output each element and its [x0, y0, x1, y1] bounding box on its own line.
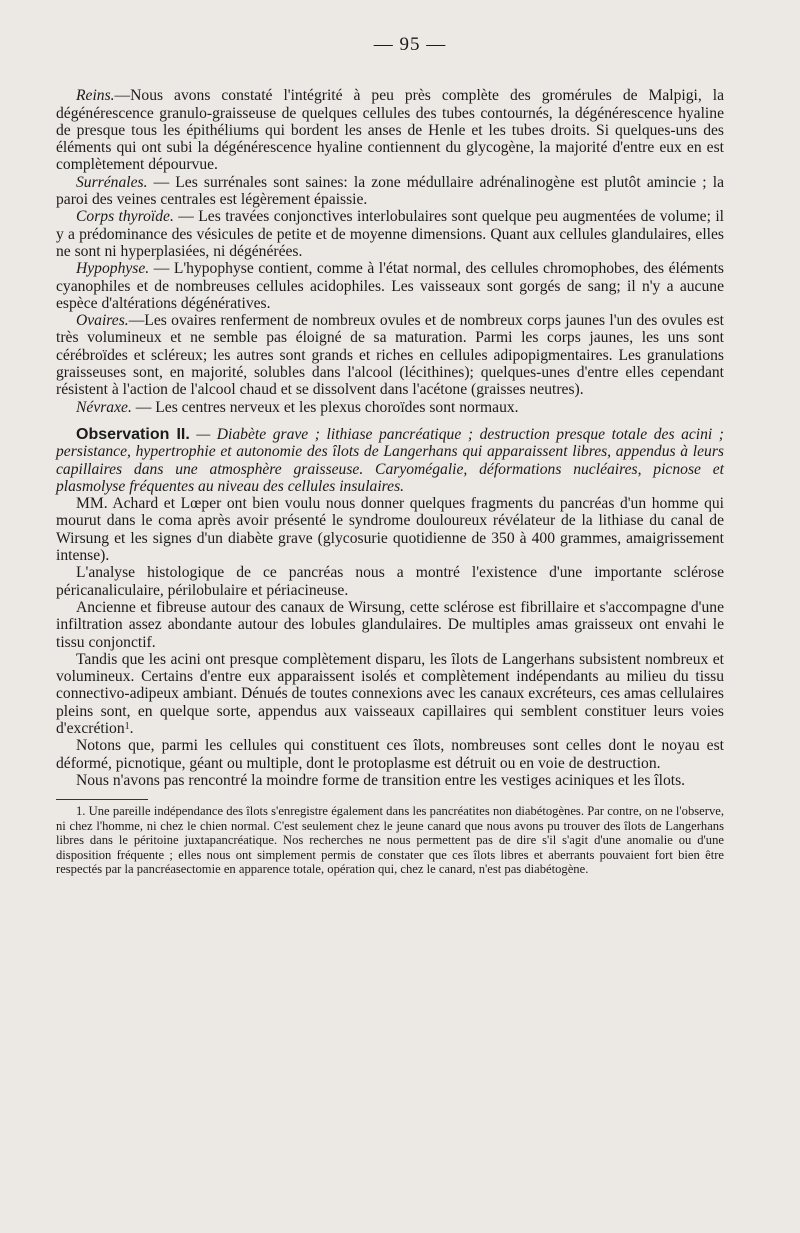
section-lead: Névraxe. — [76, 398, 132, 416]
paragraph-footnoted — [56, 651, 724, 737]
footnote-divider — [56, 799, 148, 800]
paragraph-text: — L'hypophyse contient, comme à l'état normal, des cellules chromophobes, des éléments cyanophiles et de nombreuses cellules acidophiles. Les vaisseaux sont gorgés de sang; il n'y a aucune espèce d'altérations dégénératives. — [56, 260, 724, 312]
paragraph-nevraxe — [56, 399, 724, 416]
section-lead: Reins. — [76, 87, 115, 105]
paragraph-text: Tandis que les acini ont presque complètement disparu, les îlots de Langerhans subsistent nombreux et volumineux. Certains d'entre eux apparaissent isolés et complètement indépendants au milieu du tissu connectivo-adipeux ambiant. Dénués de toutes connexions avec les canaux excréteurs, ces amas cellulaires pleins sont, en quelque sorte, appendus aux vaisseaux capillaires qui semblent constituer leurs voies d'excrétion — [56, 650, 724, 737]
paragraph-corps-thyroide — [56, 208, 724, 260]
section-lead: Hypophyse. — [76, 260, 150, 278]
paragraph-reins — [56, 87, 724, 173]
observation-label: Observation II. — [76, 425, 190, 443]
paragraph-tail: . — [129, 719, 134, 737]
paragraph-hypophyse — [56, 260, 724, 312]
observation-title: — Diabète grave ; lithiase pancréatique ; destruction presque totale des acini ; persistance, hypertrophie et autonomie des îlots de Langerhans qui apparaissent libres, appendus à leurs capillaires dans une atmosphère graisseuse. Caryomégalie, déformations nucléaires, picnose et plasmolyse fréquentes au niveau des cellules insulaires. — [56, 425, 725, 495]
page-number: — 95 — — [373, 34, 447, 55]
paragraph-surrenales — [56, 174, 724, 209]
observation-heading — [56, 426, 724, 495]
section-lead: Corps thyroïde. — [76, 208, 174, 226]
footnote-marker[interactable]: 1 — [124, 720, 130, 732]
footnote: 1. Une pareille indépendance des îlots s'enregistre également dans les pancréatites non diabétogènes. Par contre, on ne l'observe, ni chez l'homme, ni chez le chien normal. C'est seulement chez le jeune canard que nous avons pu trouver des îlots de Langerhans libres dans le péritoine juxtapancréatique. Nos recherches ne nous permettent pas de dire s'il s'agit d'une anomalie ou d'une disposition fréquente ; elles nous ont simplement permis de constater que ces îlots libres et aberrants pouvaient fort bien être respectés par la pancréasectomie en apparence totale, opération qui, chez le canard, n'est pas diabétogène. — [56, 804, 724, 877]
paragraph-text: — Les centres nerveux et les plexus choroïdes sont normaux. — [131, 398, 519, 416]
paragraph-body: Ancienne et fibreuse autour des canaux de Wirsung, cette sclérose est fibrillaire et s'accompagne d'une infiltration assez abondante autour des lobules glandulaires. De multiples amas graisseux ont envahi le tissu conjonctif. — [56, 598, 724, 651]
paragraph-text: —Les ovaires renferment de nombreux ovules et de nombreux corps jaunes l'un des ovules est très volumineux et ne semble pas éloigné de sa maturation. Parmi les corps jaunes, les uns sont cérébroïdes et scléreux; les autres sont grands et riches en cellules adipopigmentaires. Les granulations graisseuses sont, en majorité, solubles dans l'alcool (lécithines); quelques-unes d'entre elles cependant résistent à l'action de l'alcool chaud et se dissolvent dans l'acétone (graisses neutres). — [56, 312, 724, 399]
paragraph-text: — Les travées conjonctives interlobulaires sont quelque peu augmentées de volume; il y a prédominance des vésicules de petite et de moyenne dimensions. Quant aux cellules glandulaires, elles ne sont ni hyperplasiées, ni dégénérées. — [56, 208, 724, 260]
paragraph-body: L'analyse histologique de ce pancréas nous a montré l'existence d'une importante sclérose péricanaliculaire, périlobulaire et périacineuse. — [56, 564, 724, 599]
section-lead: Ovaires. — [76, 312, 129, 330]
paragraph-body: Nous n'avons pas rencontré la moindre forme de transition entre les vestiges aciniques et les îlots. — [76, 771, 686, 789]
paragraph-body: Notons que, parmi les cellules qui constituent ces îlots, nombreuses sont celles dont le noyau est déformé, picnotique, géant ou multiple, dont le protoplasme est détruit ou en voie de destruction. — [56, 737, 724, 772]
paragraph-ovaires — [56, 312, 724, 398]
paragraph-text: — Les surrénales sont saines: la zone médullaire adrénalinogène est plutôt amincie ; la paroi des veines centrales est légèrement épaissie. — [56, 173, 724, 209]
paragraph-body: MM. Achard et Lœper ont bien voulu nous donner quelques fragments du pancréas d'un homme qui mourut dans le coma après avoir présenté le syndrome douloureux révélateur de la lithiase du canal de Wirsung et les signes d'un diabète grave (glycosurie quotidienne de 350 à 400 grammes, amaigrissement intense). — [56, 495, 724, 565]
paragraph-text: —Nous avons constaté l'intégrité à peu près complète des gromérules de Malpigi, la dégénérescence granulo-graisseuse de quelques cellules des tubes contournés, la dégénérescence hyaline de presque tous les épithéliums qui bordent les anses de Henle et les tubes droits. Si quelques-uns des éléments qui ont subi la dégénérescence hyaline contiennent du glycogène, la majorité d'entre eux en est complètement dépourvue. — [56, 87, 724, 174]
section-lead: Surrénales. — [76, 173, 148, 191]
text-block — [56, 36, 724, 877]
